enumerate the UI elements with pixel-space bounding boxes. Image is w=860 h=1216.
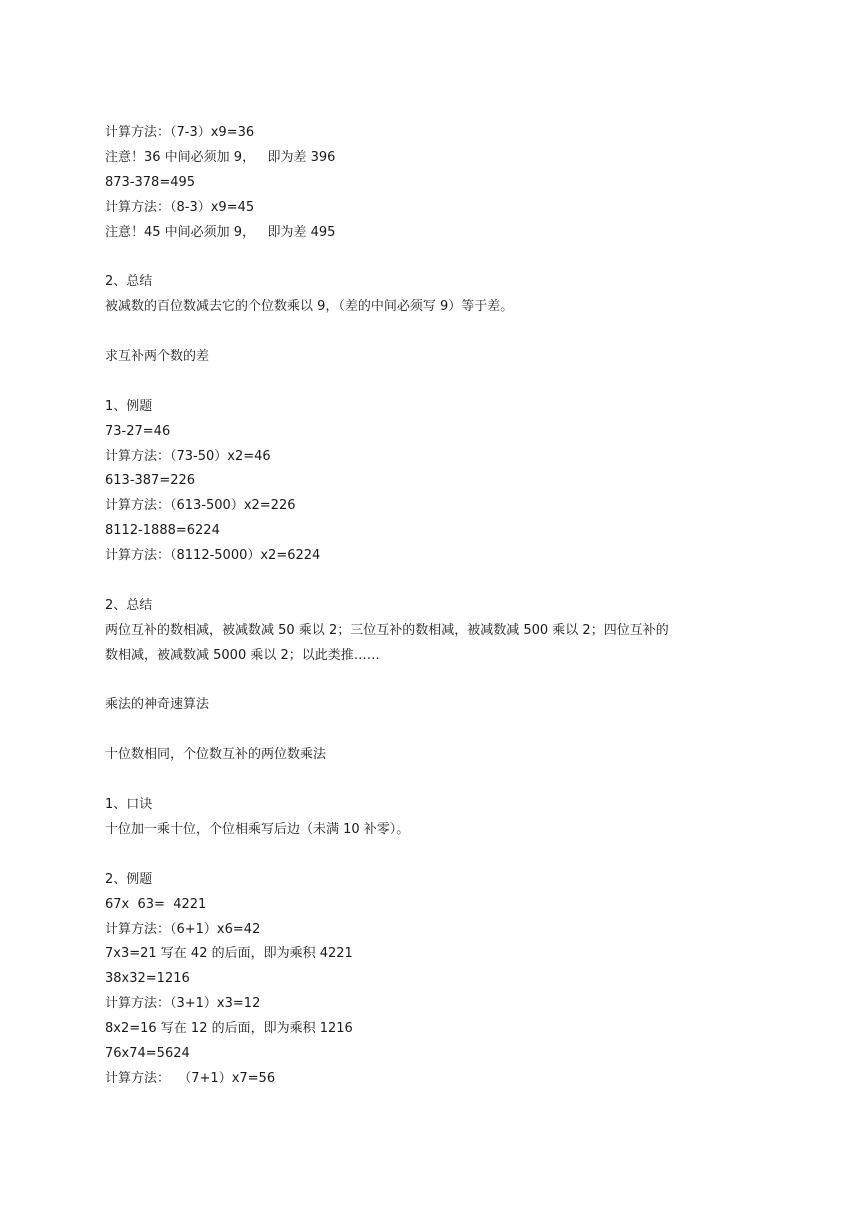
text-line-21: 两位互补的数相减，被减数减 50 乘以 2；三位互补的数相减，被减数减 500 乘以 2；四位互补的	[105, 622, 669, 638]
text-line-32: 67x 63= 4221	[105, 896, 207, 912]
text-line-36: 计算方法：（3+1）x3=12	[105, 996, 261, 1012]
text-line-14: 计算方法：（73-50）x2=46	[105, 448, 271, 464]
text-line-1: 计算方法：（7-3）x9=36	[105, 125, 255, 140]
text-line-4: 计算方法：（8-3）x9=45	[105, 199, 255, 215]
text-line-15: 613-387=226	[105, 473, 196, 489]
blank-line	[105, 718, 765, 743]
document-body	[105, 121, 765, 1092]
blank-line	[105, 669, 765, 694]
subsection-title: 十位数相同，个位数互补的两位数乘法	[105, 747, 327, 763]
text-line-2: 注意！36 中间必须加 9， 即为差 396	[105, 149, 336, 165]
blank-line	[105, 569, 765, 594]
text-line-8: 被减数的百位数减去它的个位数乘以 9，（差的中间必须写 9）等于差。	[105, 299, 514, 315]
section-heading-examples: 1、例题	[105, 398, 153, 414]
text-line-17: 8112-1888=6224	[105, 523, 220, 539]
section-heading-mnemonic: 1、口诀	[105, 797, 153, 813]
section-heading-summary: 2、总结	[105, 597, 153, 613]
text-line-39: 计算方法： （7+1）x7=56	[105, 1070, 276, 1086]
text-line-13: 73-27=46	[105, 423, 171, 439]
section-title-complement-difference: 求互补两个数的差	[105, 349, 210, 365]
text-line-35: 38x32=1216	[105, 971, 190, 987]
section-heading-examples: 2、例题	[105, 871, 153, 887]
text-line-33: 计算方法：（6+1）x6=42	[105, 921, 261, 937]
blank-line	[105, 768, 765, 793]
text-line-22: 数相减，被减数减 5000 乘以 2；以此类推……	[105, 647, 380, 663]
text-line-18: 计算方法：（8112-5000）x2=6224	[105, 548, 321, 564]
text-line-16: 计算方法：（613-500）x2=226	[105, 498, 296, 514]
text-line-38: 76x74=5624	[105, 1045, 190, 1061]
text-line-34: 7x3=21 写在 42 的后面，即为乘积 4221	[105, 946, 353, 962]
text-line-3: 873-378=495	[105, 174, 196, 190]
blank-line	[105, 320, 765, 345]
section-title-multiplication: 乘法的神奇速算法	[105, 697, 210, 713]
text-line-5: 注意！45 中间必须加 9， 即为差 495	[105, 224, 336, 240]
blank-line	[105, 370, 765, 395]
blank-line	[105, 843, 765, 868]
section-heading-summary: 2、总结	[105, 274, 153, 290]
text-line-29: 十位加一乘十位，个位相乘写后边（未满 10 补零）。	[105, 821, 410, 837]
text-line-37: 8x2=16 写在 12 的后面，即为乘积 1216	[105, 1021, 353, 1037]
blank-line	[105, 245, 765, 270]
